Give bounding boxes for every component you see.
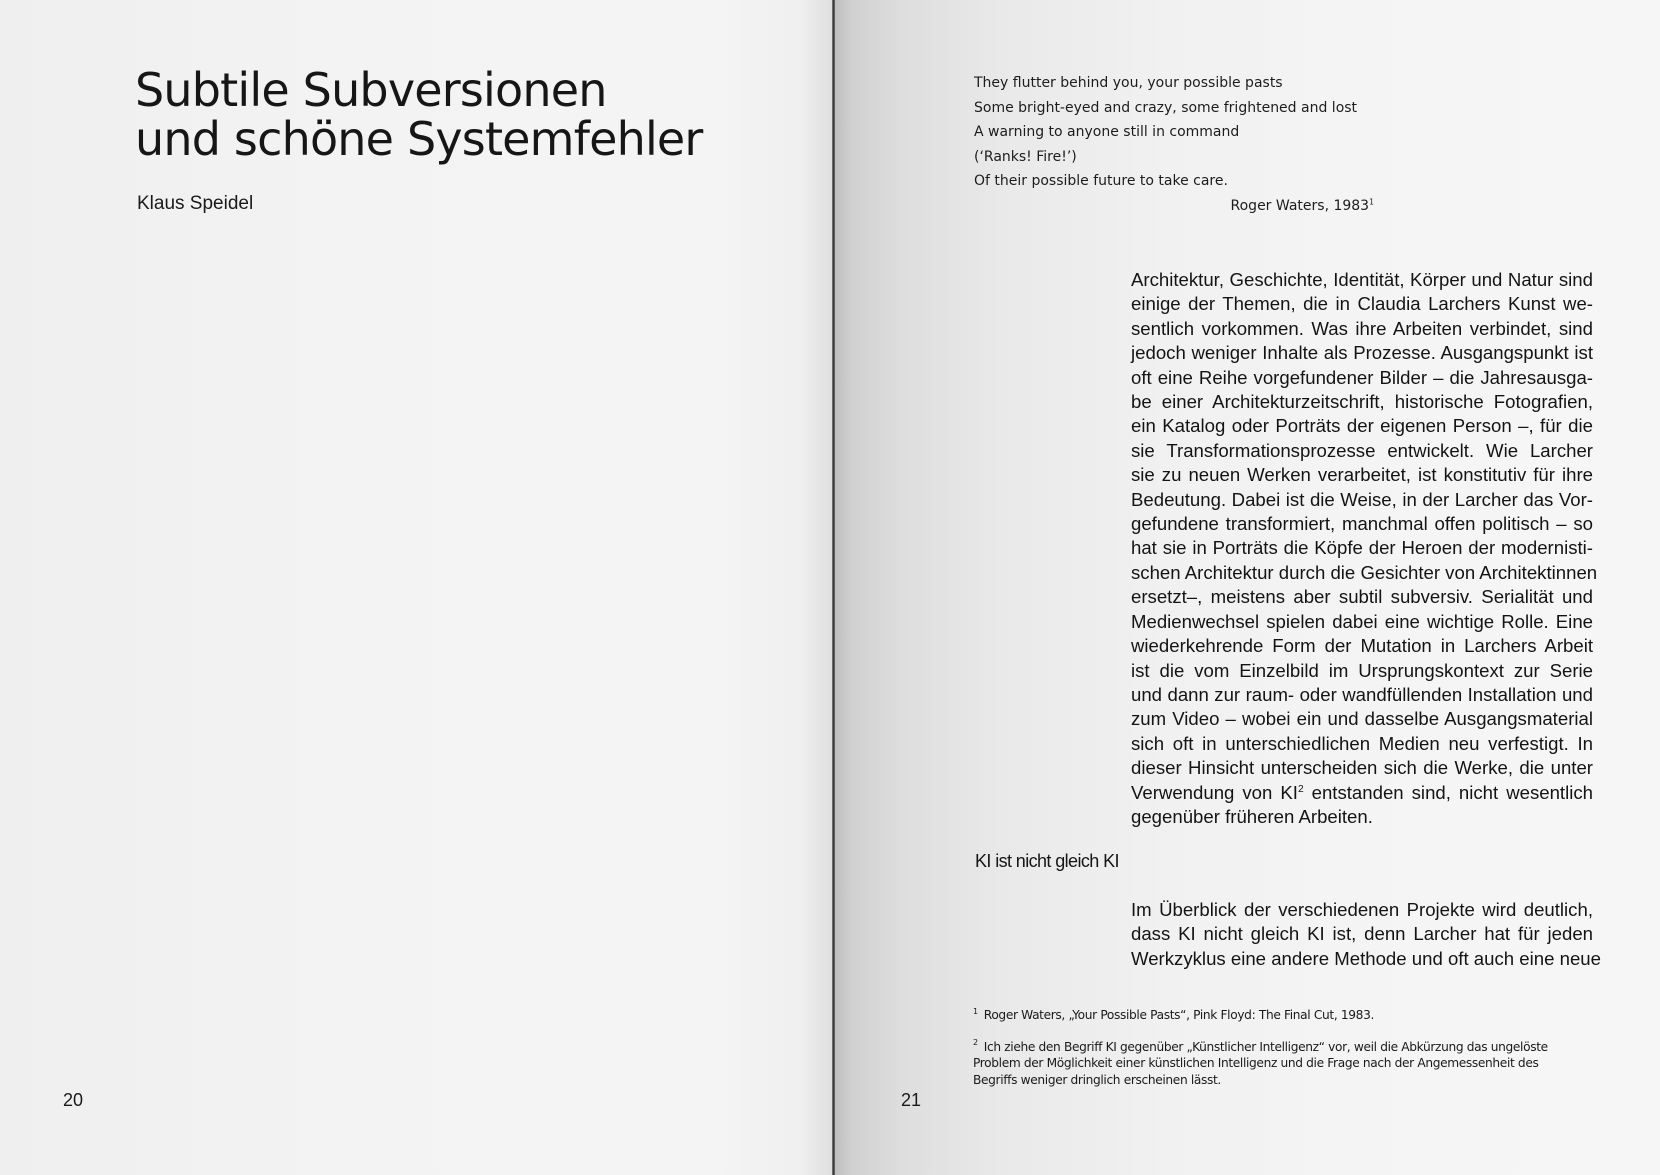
epigraph-line: They flutter behind you, your possible pasts [974,75,1283,91]
text-line: Im Überblick der verschiedenen Projekte wird deutlich, [1131,899,1593,920]
page-number-left: 20 [63,1090,84,1110]
footnote-reference: 1 [1369,196,1374,206]
text-line: gefundene transformiert, manchmal offen politisch – so [1131,513,1593,535]
text-line: sich oft in unterschiedlichen Medien neu verfestigt. In [1131,732,1593,754]
page-number-right: 21 [901,1090,922,1110]
text-line: ersetzt–, meistens aber subtil subversiv. Serialität und [1131,586,1593,608]
footnote-number: 1 [973,1006,978,1016]
text-line: Architektur, Geschichte, Identität, Körper und Natur sind [1131,269,1593,290]
footnote [973,1039,1594,1089]
footnotes [973,1007,1594,1103]
footnote-text: Roger Waters, „Your Possible Pasts“, Pink Floyd: The Final Cut, 1983. [983,1008,1375,1022]
body-paragraph [1131,268,1598,829]
footnote-line: Problem der Möglichkeit einer künstlichen Intelligenz und die Frage nach der Angemessenheit des [973,1056,1539,1070]
text-segment: Verwendung von KI [1131,781,1298,803]
epigraph-attribution [974,194,1374,219]
body-paragraph [1131,898,1601,971]
epigraph [974,71,1374,218]
title-line: Subtile Subversionen [135,63,607,117]
footnote-line [973,1007,1594,1024]
text-line: schen Architektur durch die Gesichter von Architektinnen [1131,561,1598,583]
footnote [973,1007,1594,1024]
text-line: wiederkehrende Form der Mutation in Larchers Arbeit [1131,635,1593,657]
footnote-reference: 2 [1297,783,1304,795]
author-name: Klaus Speidel [137,193,254,214]
text-line: oft eine Reihe vorgefundener Bilder – die Jahresausga- [1131,366,1593,388]
text-line: einige der Themen, die in Claudia Larchers Kunst we- [1131,293,1593,315]
epigraph-line: Some bright-eyed and crazy, some frightened and lost [974,99,1358,116]
footnote-line: Begriffs weniger dringlich erscheinen lässt. [973,1072,1221,1087]
text-line: sie Transformationsprozesse entwickelt. Wie Larcher [1131,439,1593,461]
text-line: Werkzyklus eine andere Methode und oft auch eine neue [1131,947,1601,969]
epigraph-line: (‘Ranks! Fire!’) [974,148,1077,165]
text-line: und dann zur raum- oder wandfüllenden Installation und [1131,683,1593,705]
footnote-text: Ich ziehe den Begriff KI gegenüber „Künstlicher Intelligenz“ vor, weil die Abkürzung das ungelöste [983,1039,1548,1054]
text-line: hat sie in Porträts die Köpfe der Heroen der modernisti- [1131,537,1593,559]
title-line: und schöne Systemfehler [135,112,703,166]
footnote-line [973,1039,1594,1056]
article-title [135,63,703,166]
attribution-text: Roger Waters, 1983 [1230,197,1370,214]
text-line: dieser Hinsicht unterscheiden sich die Werke, die unter [1131,757,1593,779]
text-line: dass KI nicht gleich KI ist, denn Larcher hat für jeden [1131,923,1593,945]
text-line: ist die vom Einzelbild im Ursprungskontext zur Serie [1131,659,1593,681]
text-line: Medienwechsel spielen dabei eine wichtige Rolle. Eine [1131,610,1593,632]
epigraph-line: Of their possible future to take care. [974,173,1228,189]
section-subheading: KI ist nicht gleich KI [975,851,1119,871]
text-segment: entstanden sind, nicht wesentlich [1303,781,1594,803]
text-line: be einer Architekturzeitschrift, historische Fotografien, [1131,391,1593,413]
text-line: sentlich vorkommen. Was ihre Arbeiten verbindet, sind [1131,317,1593,339]
text-line: jedoch weniger Inhalte als Prozesse. Ausgangspunkt ist [1131,342,1593,364]
text-line: ein Katalog oder Porträts der eigenen Person –, für die [1131,415,1593,437]
text-line: zum Video – wobei ein und dasselbe Ausgangsmaterial [1131,708,1593,730]
text-line-with-note [1131,781,1593,805]
text-line: gegenüber früheren Arbeiten. [1131,805,1373,827]
footnote-number: 2 [973,1038,978,1048]
text-line: Bedeutung. Dabei ist die Weise, in der Larcher das Vor- [1131,488,1593,510]
epigraph-line: A warning to anyone still in command [974,124,1240,140]
text-line: sie zu neuen Werken verarbeitet, ist konstitutiv für ihre [1131,464,1593,486]
